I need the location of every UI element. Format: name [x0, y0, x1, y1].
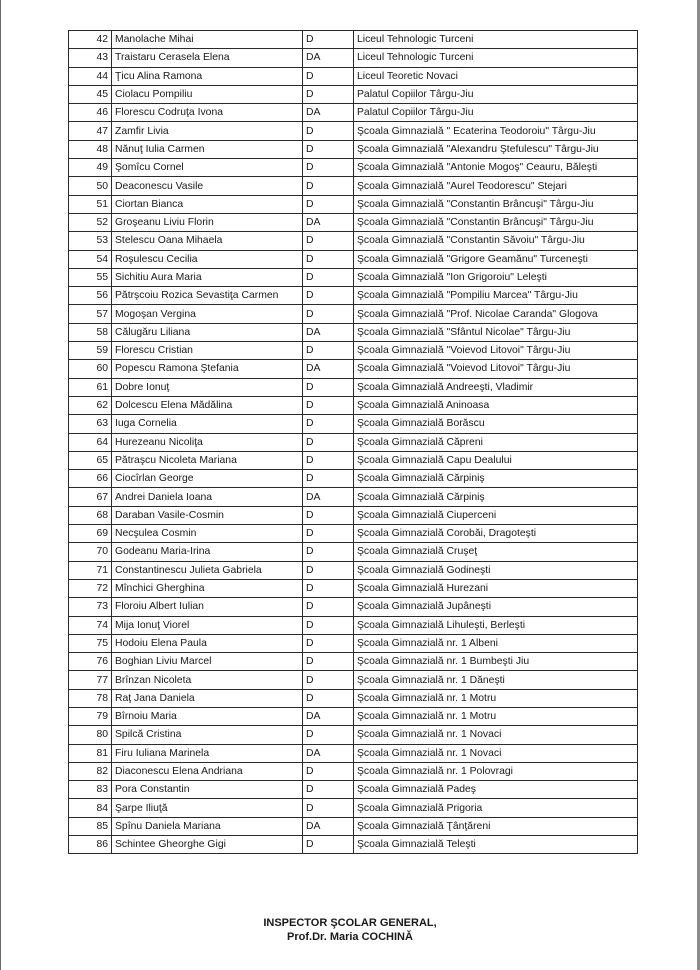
row-number: 77 [69, 671, 112, 689]
table-row [69, 561, 638, 579]
row-number: 82 [69, 762, 112, 780]
teacher-name: Necşulea Cosmin [112, 525, 303, 543]
school-name: Şcoala Gimnazială "Prof. Nicolae Caranda" Glogova [354, 305, 638, 323]
school-name: Şcoala Gimnazială "Constantin Brâncuşi" Târgu-Jiu [354, 195, 638, 213]
post-type: D [303, 671, 354, 689]
school-name: Şcoala Gimnazială " Ecaterina Teodoroiu" Târgu-Jiu [354, 122, 638, 140]
post-type: D [303, 726, 354, 744]
post-type: DA [303, 744, 354, 762]
post-type: D [303, 506, 354, 524]
row-number: 60 [69, 360, 112, 378]
table-row [69, 525, 638, 543]
table-row [69, 488, 638, 506]
post-type: D [303, 415, 354, 433]
table-row [69, 415, 638, 433]
post-type: D [303, 140, 354, 158]
table-row [69, 323, 638, 341]
row-number: 50 [69, 177, 112, 195]
teacher-name: Floroiu Albert Iulian [112, 598, 303, 616]
teacher-name: Dolcescu Elena Mădălina [112, 396, 303, 414]
post-type: D [303, 470, 354, 488]
post-type: D [303, 653, 354, 671]
row-number: 70 [69, 543, 112, 561]
teacher-name: Spînu Daniela Mariana [112, 817, 303, 835]
teacher-name: Andrei Daniela Ioana [112, 488, 303, 506]
school-name: Şcoala Gimnazială "Ion Grigoroiu" Leleşti [354, 268, 638, 286]
row-number: 81 [69, 744, 112, 762]
table-row [69, 104, 638, 122]
school-name: Şcoala Gimnazială nr. 1 Bumbeşti Jiu [354, 653, 638, 671]
post-type: DA [303, 817, 354, 835]
post-type: DA [303, 360, 354, 378]
table-row [69, 122, 638, 140]
school-name: Şcoala Gimnazială Cărpiniş [354, 488, 638, 506]
table-row [69, 543, 638, 561]
row-number: 68 [69, 506, 112, 524]
signature-name: Prof.Dr. Maria COCHINĂ [287, 931, 413, 943]
post-type: D [303, 177, 354, 195]
row-number: 48 [69, 140, 112, 158]
table-row [69, 433, 638, 451]
row-number: 75 [69, 634, 112, 652]
table-row [69, 598, 638, 616]
table-row [69, 799, 638, 817]
teacher-name: Pora Constantin [112, 781, 303, 799]
teacher-name: Călugăru Liliana [112, 323, 303, 341]
table-row [69, 707, 638, 725]
teacher-name: Zamfir Livia [112, 122, 303, 140]
teacher-name: Ciortan Bianca [112, 195, 303, 213]
school-name: Şcoala Gimnazială nr. 1 Novaci [354, 726, 638, 744]
teacher-name: Ciocîrlan George [112, 470, 303, 488]
table-row [69, 836, 638, 854]
post-type: D [303, 561, 354, 579]
post-type: D [303, 799, 354, 817]
teacher-name: Manolache Mihai [112, 31, 303, 49]
row-number: 55 [69, 268, 112, 286]
table-row [69, 378, 638, 396]
table-row [69, 744, 638, 762]
table-row [69, 579, 638, 597]
post-type: DA [303, 488, 354, 506]
post-type: D [303, 67, 354, 85]
school-name: Şcoala Gimnazială Lihuleşti, Berleşti [354, 616, 638, 634]
school-name: Şcoala Gimnazială nr. 1 Motru [354, 707, 638, 725]
school-name: Şcoala Gimnazială "Pompiliu Marcea" Târgu-Jiu [354, 287, 638, 305]
teacher-name: Mogoşan Vergina [112, 305, 303, 323]
teacher-name: Constantinescu Julieta Gabriela [112, 561, 303, 579]
school-name: Şcoala Gimnazială nr. 1 Motru [354, 689, 638, 707]
post-type: D [303, 122, 354, 140]
school-name: Şcoala Gimnazială "Voievod Litovoi" Târgu-Jiu [354, 360, 638, 378]
teacher-name: Firu Iuliana Marinela [112, 744, 303, 762]
row-number: 85 [69, 817, 112, 835]
post-type: D [303, 85, 354, 103]
row-number: 54 [69, 250, 112, 268]
teacher-name: Popescu Ramona Ştefania [112, 360, 303, 378]
school-name: Şcoala Gimnazială Hurezani [354, 579, 638, 597]
table-row [69, 396, 638, 414]
post-type: D [303, 598, 354, 616]
table-row [69, 671, 638, 689]
teacher-name: Hodoiu Elena Paula [112, 634, 303, 652]
table-row [69, 31, 638, 49]
table-row [69, 360, 638, 378]
table-row [69, 85, 638, 103]
table-row [69, 616, 638, 634]
row-number: 42 [69, 31, 112, 49]
post-type: DA [303, 213, 354, 231]
row-number: 57 [69, 305, 112, 323]
row-number: 71 [69, 561, 112, 579]
row-number: 76 [69, 653, 112, 671]
teacher-name: Raţ Jana Daniela [112, 689, 303, 707]
row-number: 78 [69, 689, 112, 707]
school-name: Şcoala Gimnazială nr. 1 Polovragi [354, 762, 638, 780]
table-row [69, 506, 638, 524]
row-number: 44 [69, 67, 112, 85]
row-number: 65 [69, 451, 112, 469]
table-row [69, 140, 638, 158]
teachers-table-body [69, 31, 638, 854]
school-name: Palatul Copiilor Târgu-Jiu [354, 104, 638, 122]
school-name: Liceul Tehnologic Turceni [354, 31, 638, 49]
teacher-name: Hurezeanu Nicoliţa [112, 433, 303, 451]
teacher-name: Daraban Vasile-Cosmin [112, 506, 303, 524]
post-type: D [303, 305, 354, 323]
post-type: D [303, 543, 354, 561]
school-name: Şcoala Gimnazială Ţânţăreni [354, 817, 638, 835]
table-row [69, 762, 638, 780]
row-number: 59 [69, 342, 112, 360]
teacher-name: Iuga Cornelia [112, 415, 303, 433]
post-type: D [303, 268, 354, 286]
teacher-name: Traistaru Cerasela Elena [112, 49, 303, 67]
teacher-name: Boghian Liviu Marcel [112, 653, 303, 671]
table-row [69, 470, 638, 488]
row-number: 51 [69, 195, 112, 213]
post-type: D [303, 433, 354, 451]
row-number: 84 [69, 799, 112, 817]
teacher-name: Bîrnoiu Maria [112, 707, 303, 725]
row-number: 53 [69, 232, 112, 250]
teacher-name: Stelescu Oana Mihaela [112, 232, 303, 250]
table-row [69, 689, 638, 707]
post-type: D [303, 525, 354, 543]
row-number: 61 [69, 378, 112, 396]
school-name: Şcoala Gimnazială "Constantin Brâncuşi" Târgu-Jiu [354, 213, 638, 231]
teacher-name: Ţicu Alina Ramona [112, 67, 303, 85]
table-row [69, 177, 638, 195]
post-type: D [303, 634, 354, 652]
school-name: Şcoala Gimnazială Cruşeţ [354, 543, 638, 561]
row-number: 67 [69, 488, 112, 506]
table-row [69, 305, 638, 323]
post-type: D [303, 232, 354, 250]
table-row [69, 342, 638, 360]
school-name: Şcoala Gimnazială Ciuperceni [354, 506, 638, 524]
school-name: Şcoala Gimnazială "Sfântul Nicolae" Târgu-Jiu [354, 323, 638, 341]
row-number: 74 [69, 616, 112, 634]
teacher-name: Sichitiu Aura Maria [112, 268, 303, 286]
post-type: D [303, 616, 354, 634]
row-number: 52 [69, 213, 112, 231]
post-type: D [303, 378, 354, 396]
teacher-name: Şarpe Iliuţă [112, 799, 303, 817]
post-type: D [303, 195, 354, 213]
row-number: 64 [69, 433, 112, 451]
row-number: 46 [69, 104, 112, 122]
school-name: Şcoala Gimnazială nr. 1 Novaci [354, 744, 638, 762]
table-row [69, 195, 638, 213]
teacher-name: Groşeanu Liviu Florin [112, 213, 303, 231]
table-row [69, 287, 638, 305]
table-row [69, 451, 638, 469]
row-number: 58 [69, 323, 112, 341]
post-type: D [303, 579, 354, 597]
post-type: D [303, 689, 354, 707]
school-name: Şcoala Gimnazială Cărpiniş [354, 470, 638, 488]
school-name: Şcoala Gimnazială Aninoasa [354, 396, 638, 414]
post-type: D [303, 836, 354, 854]
table-row [69, 726, 638, 744]
school-name: Şcoala Gimnazială Borăscu [354, 415, 638, 433]
table-row [69, 250, 638, 268]
post-type: DA [303, 49, 354, 67]
school-name: Şcoala Gimnazială "Voievod Litovoi" Târgu-Jiu [354, 342, 638, 360]
teacher-name: Godeanu Maria-Irina [112, 543, 303, 561]
school-name: Şcoala Gimnazială Corobăi, Dragoteşti [354, 525, 638, 543]
school-name: Şcoala Gimnazială nr. 1 Albeni [354, 634, 638, 652]
school-name: Palatul Copiilor Târgu-Jiu [354, 85, 638, 103]
row-number: 63 [69, 415, 112, 433]
row-number: 72 [69, 579, 112, 597]
teacher-name: Spilcă Cristina [112, 726, 303, 744]
teacher-name: Brînzan Nicoleta [112, 671, 303, 689]
teacher-name: Pătrşcoiu Rozica Sevastiţa Carmen [112, 287, 303, 305]
school-name: Şcoala Gimnazială "Alexandru Ştefulescu" Târgu-Jiu [354, 140, 638, 158]
post-type: D [303, 250, 354, 268]
teacher-name: Schintee Gheorghe Gigi [112, 836, 303, 854]
signature-title: INSPECTOR ŞCOLAR GENERAL, [263, 917, 437, 929]
teacher-name: Roşulescu Cecilia [112, 250, 303, 268]
school-name: Şcoala Gimnazială "Grigore Geamănu" Turceneşti [354, 250, 638, 268]
school-name: Şcoala Gimnazială nr. 1 Dăneşti [354, 671, 638, 689]
row-number: 73 [69, 598, 112, 616]
school-name: Şcoala Gimnazială Capu Dealului [354, 451, 638, 469]
table-row [69, 653, 638, 671]
school-name: Liceul Teoretic Novaci [354, 67, 638, 85]
post-type: DA [303, 707, 354, 725]
row-number: 47 [69, 122, 112, 140]
school-name: Şcoala Gimnazială Jupâneşti [354, 598, 638, 616]
post-type: D [303, 287, 354, 305]
table-row [69, 67, 638, 85]
school-name: Şcoala Gimnazială "Constantin Săvoiu" Târgu-Jiu [354, 232, 638, 250]
teacher-name: Şomîcu Cornel [112, 159, 303, 177]
row-number: 45 [69, 85, 112, 103]
row-number: 69 [69, 525, 112, 543]
school-name: Şcoala Gimnazială Godineşti [354, 561, 638, 579]
table-row [69, 232, 638, 250]
table-row [69, 159, 638, 177]
post-type: D [303, 396, 354, 414]
table-row [69, 781, 638, 799]
school-name: Şcoala Gimnazială Teleşti [354, 836, 638, 854]
post-type: DA [303, 104, 354, 122]
teacher-name: Diaconescu Elena Andriana [112, 762, 303, 780]
school-name: Şcoala Gimnazială Padeş [354, 781, 638, 799]
teacher-name: Ciolacu Pompiliu [112, 85, 303, 103]
row-number: 66 [69, 470, 112, 488]
page-left-edge [0, 0, 1, 970]
teachers-table [68, 30, 638, 854]
row-number: 43 [69, 49, 112, 67]
post-type: D [303, 31, 354, 49]
teacher-name: Dobre Ionuţ [112, 378, 303, 396]
table-row [69, 213, 638, 231]
table-row [69, 817, 638, 835]
teacher-name: Deaconescu Vasile [112, 177, 303, 195]
row-number: 49 [69, 159, 112, 177]
table-row [69, 49, 638, 67]
teacher-name: Florescu Cristian [112, 342, 303, 360]
school-name: Liceul Tehnologic Turceni [354, 49, 638, 67]
post-type: D [303, 159, 354, 177]
teacher-name: Florescu Codruţa Ivona [112, 104, 303, 122]
school-name: Şcoala Gimnazială "Aurel Teodorescu" Stejari [354, 177, 638, 195]
teacher-name: Mînchici Gherghina [112, 579, 303, 597]
row-number: 56 [69, 287, 112, 305]
school-name: Şcoala Gimnazială "Antonie Mogoş" Ceauru, Băleşti [354, 159, 638, 177]
row-number: 86 [69, 836, 112, 854]
post-type: DA [303, 323, 354, 341]
school-name: Şcoala Gimnazială Andreeşti, Vladimir [354, 378, 638, 396]
teacher-name: Nănuţ Iulia Carmen [112, 140, 303, 158]
post-type: D [303, 781, 354, 799]
row-number: 80 [69, 726, 112, 744]
post-type: D [303, 342, 354, 360]
row-number: 79 [69, 707, 112, 725]
row-number: 62 [69, 396, 112, 414]
post-type: D [303, 451, 354, 469]
signature-block [0, 916, 700, 944]
school-name: Şcoala Gimnazială Prigoria [354, 799, 638, 817]
table-row [69, 634, 638, 652]
teacher-name: Mija Ionuţ Viorel [112, 616, 303, 634]
row-number: 83 [69, 781, 112, 799]
table-row [69, 268, 638, 286]
post-type: D [303, 762, 354, 780]
school-name: Şcoala Gimnazială Căpreni [354, 433, 638, 451]
teacher-name: Pătraşcu Nicoleta Mariana [112, 451, 303, 469]
